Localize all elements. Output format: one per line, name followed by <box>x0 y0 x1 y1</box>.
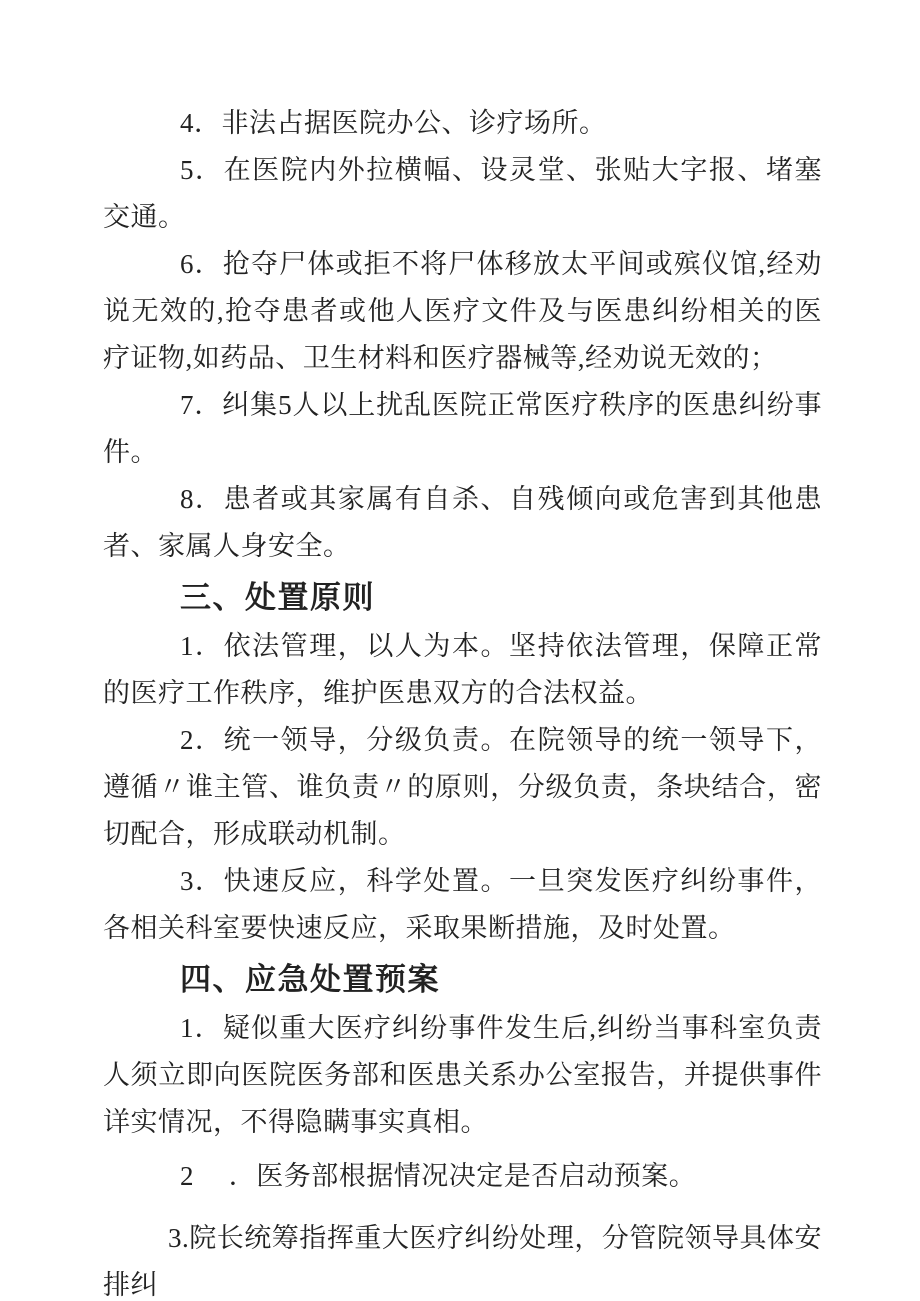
list-item-4: 4．非法占据医院办公、诊疗场所。 <box>180 108 607 138</box>
list-item-5: 5．在医院内外拉横幅、设灵堂、张贴大字报、堵塞交通。 <box>103 155 822 232</box>
list-item-7: 7．纠集5人以上扰乱医院正常医疗秩序的医患纠纷事件。 <box>103 390 822 467</box>
section-heading-3: 三、处置原则 <box>180 580 375 615</box>
list-item-plan-2: 2 ．医务部根据情况决定是否启动预案。 <box>180 1161 697 1191</box>
section-heading-4: 四、应急处置预案 <box>180 962 440 997</box>
list-item-plan-3-truncated: 3.院长统筹指挥重大医疗纠纷处理，分管院领导具体安排纠 <box>103 1223 822 1300</box>
list-item-plan-1: 1．疑似重大医疗纠纷事件发生后,纠纷当事科室负责人须立即向医院医务部和医患关系办公室报告，并提供事件详实情况，不得隐瞒事实真相。 <box>103 1013 822 1137</box>
list-item-3: 3．快速反应，科学处置。一旦突发医疗纠纷事件，各相关科室要快速反应，采取果断措施，及时处置。 <box>103 866 822 943</box>
list-item-6: 6．抢夺尸体或拒不将尸体移放太平间或殡仪馆,经劝说无效的,抢夺患者或他人医疗文件及与医患纠纷相关的医疗证物,如药品、卫生材料和医疗器械等,经劝说无效的； <box>103 249 822 373</box>
list-item-2: 2．统一领导，分级负责。在院领导的统一领导下，遵循〃谁主管、谁负责〃的原则，分级负责，条块结合，密切配合，形成联动机制。 <box>103 725 822 849</box>
list-item-8: 8．患者或其家属有自杀、自残倾向或危害到其他患者、家属人身安全。 <box>103 484 822 561</box>
document-body <box>103 100 822 1301</box>
list-item-1: 1．依法管理，以人为本。坚持依法管理，保障正常的医疗工作秩序，维护医患双方的合法权益。 <box>103 631 822 708</box>
